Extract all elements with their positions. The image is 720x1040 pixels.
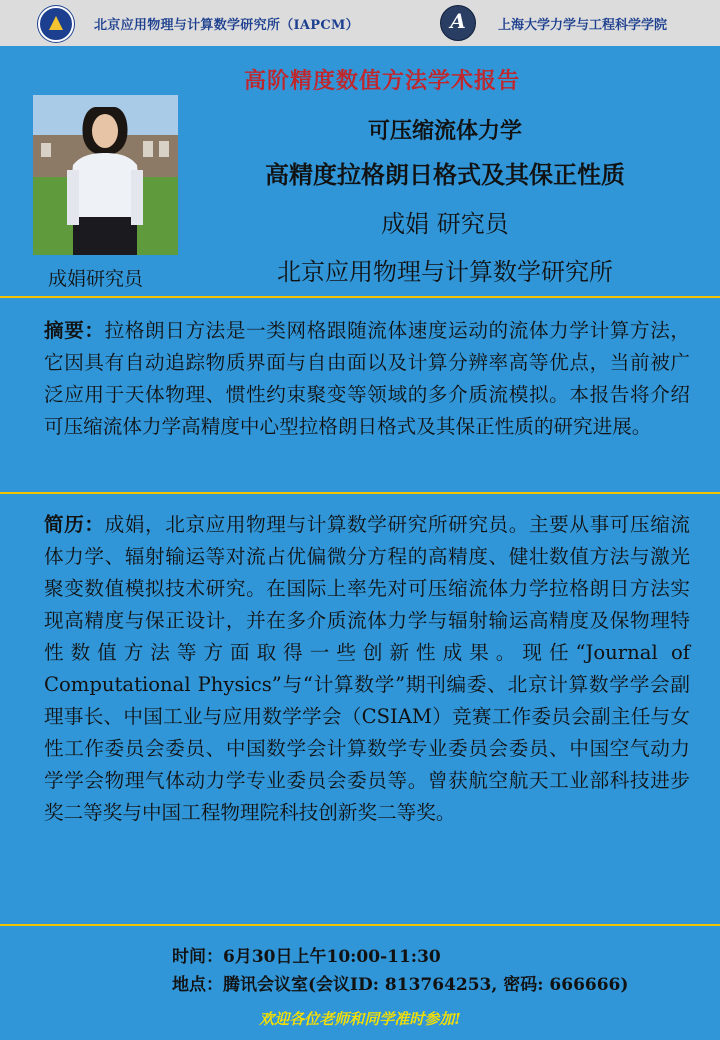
header-bar: [0, 0, 720, 46]
talk-title-line2: 高精度拉格朗日格式及其保正性质: [265, 161, 625, 189]
shu-logo: A: [440, 5, 476, 41]
series-title: 高阶精度数值方法学术报告: [244, 68, 521, 94]
event-place: 地点：腾讯会议室(会议ID: 813764253, 密码: 666666): [172, 975, 629, 995]
event-time: 时间：6月30日上午10:00-11:30: [172, 947, 441, 967]
abstract-paragraph: [44, 315, 690, 489]
left-institute-name: 北京应用物理与计算数学研究所（IAPCM）: [94, 18, 359, 33]
abstract-text: 拉格朗日方法是一类网格跟随流体速度运动的流体力学计算方法，它因具有自动追踪物质界面与自由面以及计算分辨率高等优点，当前被广泛应用于天体物理、惯性约束聚变等领域的多介质流模拟。本报告将介绍可压缩流体力学高精度中心型拉格朗日格式及其保正性质的研究进展。: [44, 319, 691, 438]
bio-label: 简历：: [44, 513, 105, 536]
photo-caption: 成娟研究员: [48, 268, 144, 290]
speaker-affiliation: 北京应用物理与计算数学研究所: [277, 258, 613, 286]
speaker-name: 成娟 研究员: [381, 210, 509, 238]
divider-bottom: [0, 924, 720, 926]
divider-top: [0, 296, 720, 298]
abstract-label: 摘要：: [44, 319, 105, 342]
divider-middle: [0, 492, 720, 494]
speaker-photo: [33, 95, 178, 255]
bio-paragraph: [44, 509, 690, 829]
bio-text: 成娟，北京应用物理与计算数学研究所研究员。主要从事可压缩流体力学、辐射输运等对流占优偏微分方程的高精度、健壮数值方法与激光聚变数值模拟技术研究。在国际上率先对可压缩流体力学拉格朗日方法实现高精度与保正设计，并在多介质流体力学与辐射输运高精度及保物理特性数值方法等方面取得一些创新性成果。现任“Journal of Computational Physics”与“计算数学”期刊编委、北京计算数学学会副理事长、中国工业与应用数学学会（CSIAM）竞赛工作委员会副主任与女性工作委员会委员、中国数学会计算数学专业委员会委员、中国空气动力学学会物理气体动力学专业委员会委员等。曾获航空航天工业部科技进步奖二等奖与中国工程物理院科技创新奖二等奖。: [44, 513, 691, 824]
right-institute-name: 上海大学力学与工程科学学院: [498, 18, 668, 33]
talk-title-line1: 可压缩流体力学: [367, 119, 522, 144]
iapcm-logo: [38, 6, 74, 42]
welcome-message: 欢迎各位老师和同学准时参加!: [259, 1010, 461, 1028]
